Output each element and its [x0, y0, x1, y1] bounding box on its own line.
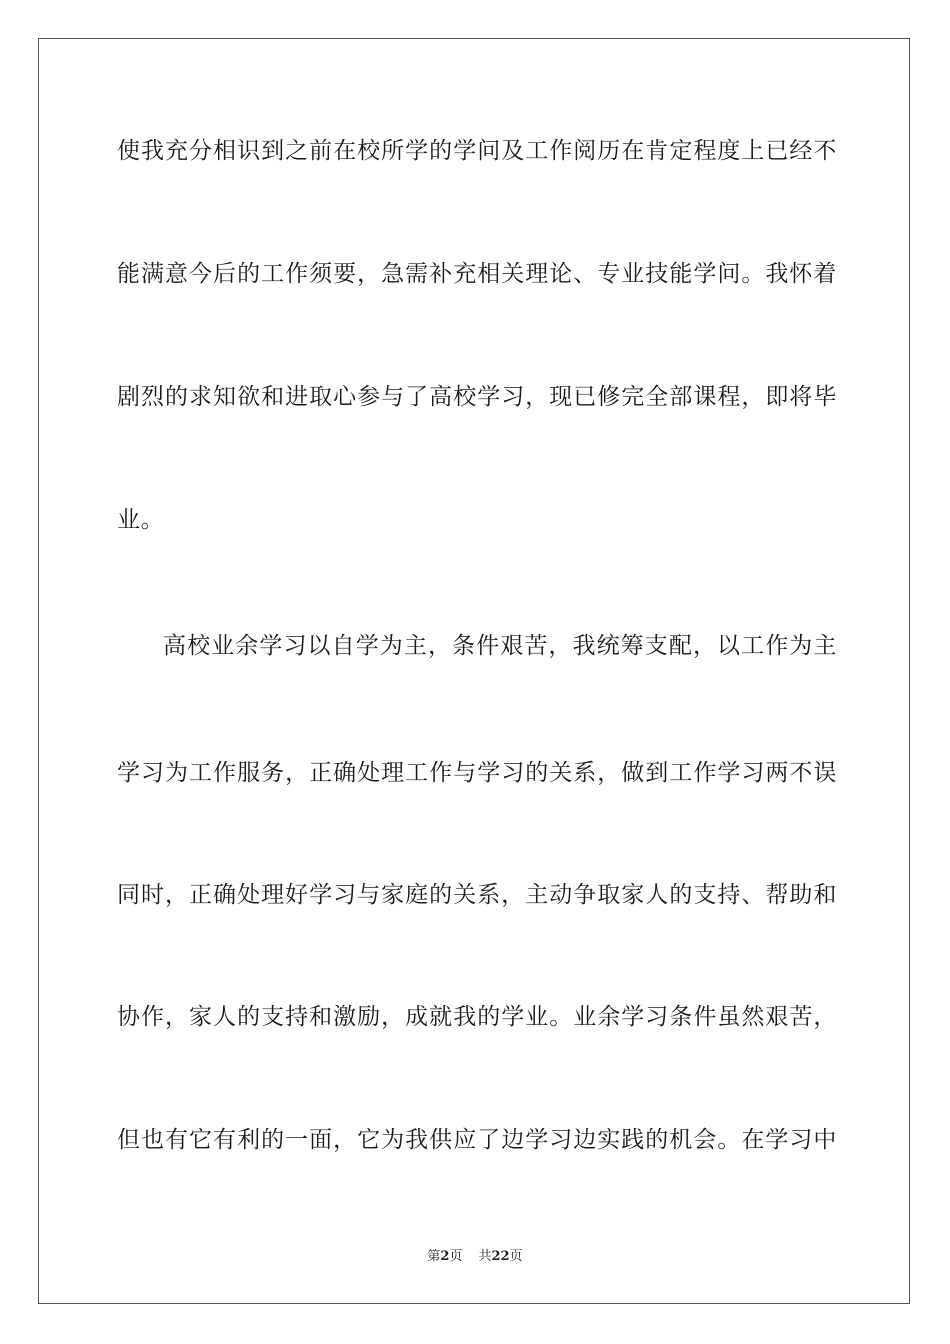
- body-text-line-6: 学习为工作服务，正确处理工作与学习的关系，做到工作学习两不误: [117, 760, 837, 786]
- page-prefix: 第: [427, 1249, 441, 1264]
- body-text-line-8: 协作，家人的支持和激励，成就我的学业。业余学习条件虽然艰苦，: [117, 1004, 837, 1030]
- page-number-label: [427, 1249, 462, 1264]
- total-suffix: 页: [509, 1249, 523, 1264]
- body-text-line-9: 但也有它有利的一面，它为我供应了边学习边实践的机会。在学习中: [117, 1127, 837, 1153]
- body-text-line-3: 剧烈的求知欲和进取心参与了高校学习，现已修完全部课程，即将毕: [117, 384, 837, 410]
- body-text-line-5: 高校业余学习以自学为主，条件艰苦，我统筹支配，以工作为主: [163, 633, 837, 659]
- body-text-line-2: 能满意今后的工作须要，急需补充相关理论、专业技能学问。我怀着: [117, 261, 837, 287]
- body-text-line-7: 同时，正确处理好学习与家庭的关系，主动争取家人的支持、帮助和: [117, 882, 837, 908]
- total-pages: 22: [491, 1249, 510, 1264]
- body-text-line-1: 使我充分相识到之前在校所学的学问及工作阅历在肯定程度上已经不: [117, 138, 837, 164]
- body-text-line-4: 业。: [117, 507, 165, 533]
- page-footer: [0, 1248, 950, 1266]
- page-suffix: 页: [449, 1249, 463, 1264]
- total-prefix: 共: [478, 1249, 492, 1264]
- total-pages-label: [478, 1249, 522, 1264]
- page-border: [38, 38, 910, 1304]
- page-number: 2: [440, 1249, 450, 1264]
